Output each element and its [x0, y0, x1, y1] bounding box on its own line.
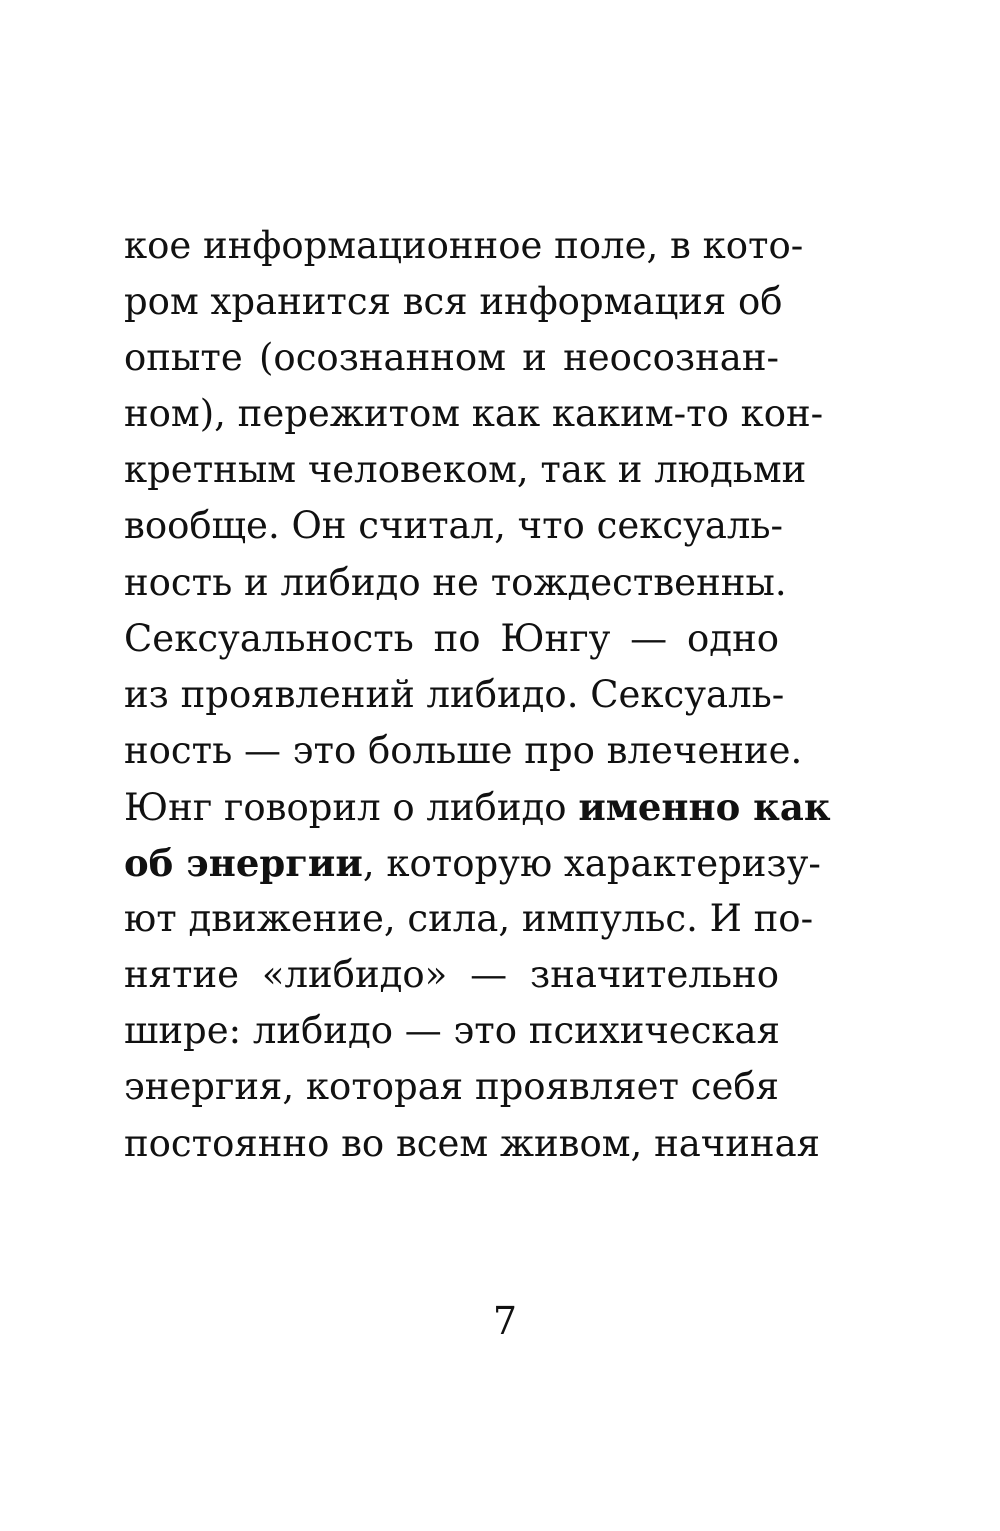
- text-line-mixed: [124, 779, 831, 835]
- text-line: из проявлений либидо. Сексуаль-: [124, 672, 785, 716]
- text-line: Сексуальность по Юнгу — одно: [124, 616, 779, 660]
- text-line: вообще. Он считал, что сексуаль-: [124, 504, 784, 548]
- text-segment: Юнг говорил о либидо: [124, 785, 579, 829]
- text-line: опыте (осознанном и неосознан-: [124, 336, 779, 380]
- text-line: ном), пережитом как каким-то кон-: [124, 392, 824, 436]
- body-text: [124, 218, 831, 1172]
- text-line: ность — это больше про влечение.: [124, 728, 803, 772]
- page-number: 7: [492, 1299, 518, 1343]
- text-line: шире: либидо — это психическая: [124, 1009, 780, 1053]
- text-line: кое информационное поле, в кото-: [124, 224, 804, 267]
- text-line: нятие «либидо» — значительно: [124, 953, 779, 997]
- text-line: ром хранится вся информация об: [124, 280, 783, 324]
- text-segment: , которую характеризу-: [362, 842, 821, 886]
- bold-emphasis: об энергии: [124, 841, 363, 886]
- text-line: кретным человеком, так и людьми: [124, 448, 807, 492]
- text-line: ность и либидо не тождественны.: [124, 560, 787, 604]
- text-line: ют движение, сила, импульс. И по-: [124, 897, 814, 941]
- text-line: энергия, которая проявляет себя: [124, 1065, 779, 1109]
- bold-emphasis: именно как: [578, 784, 831, 829]
- text-line: постоянно во всем живом, начиная: [124, 1121, 820, 1165]
- text-line-mixed: [124, 835, 821, 891]
